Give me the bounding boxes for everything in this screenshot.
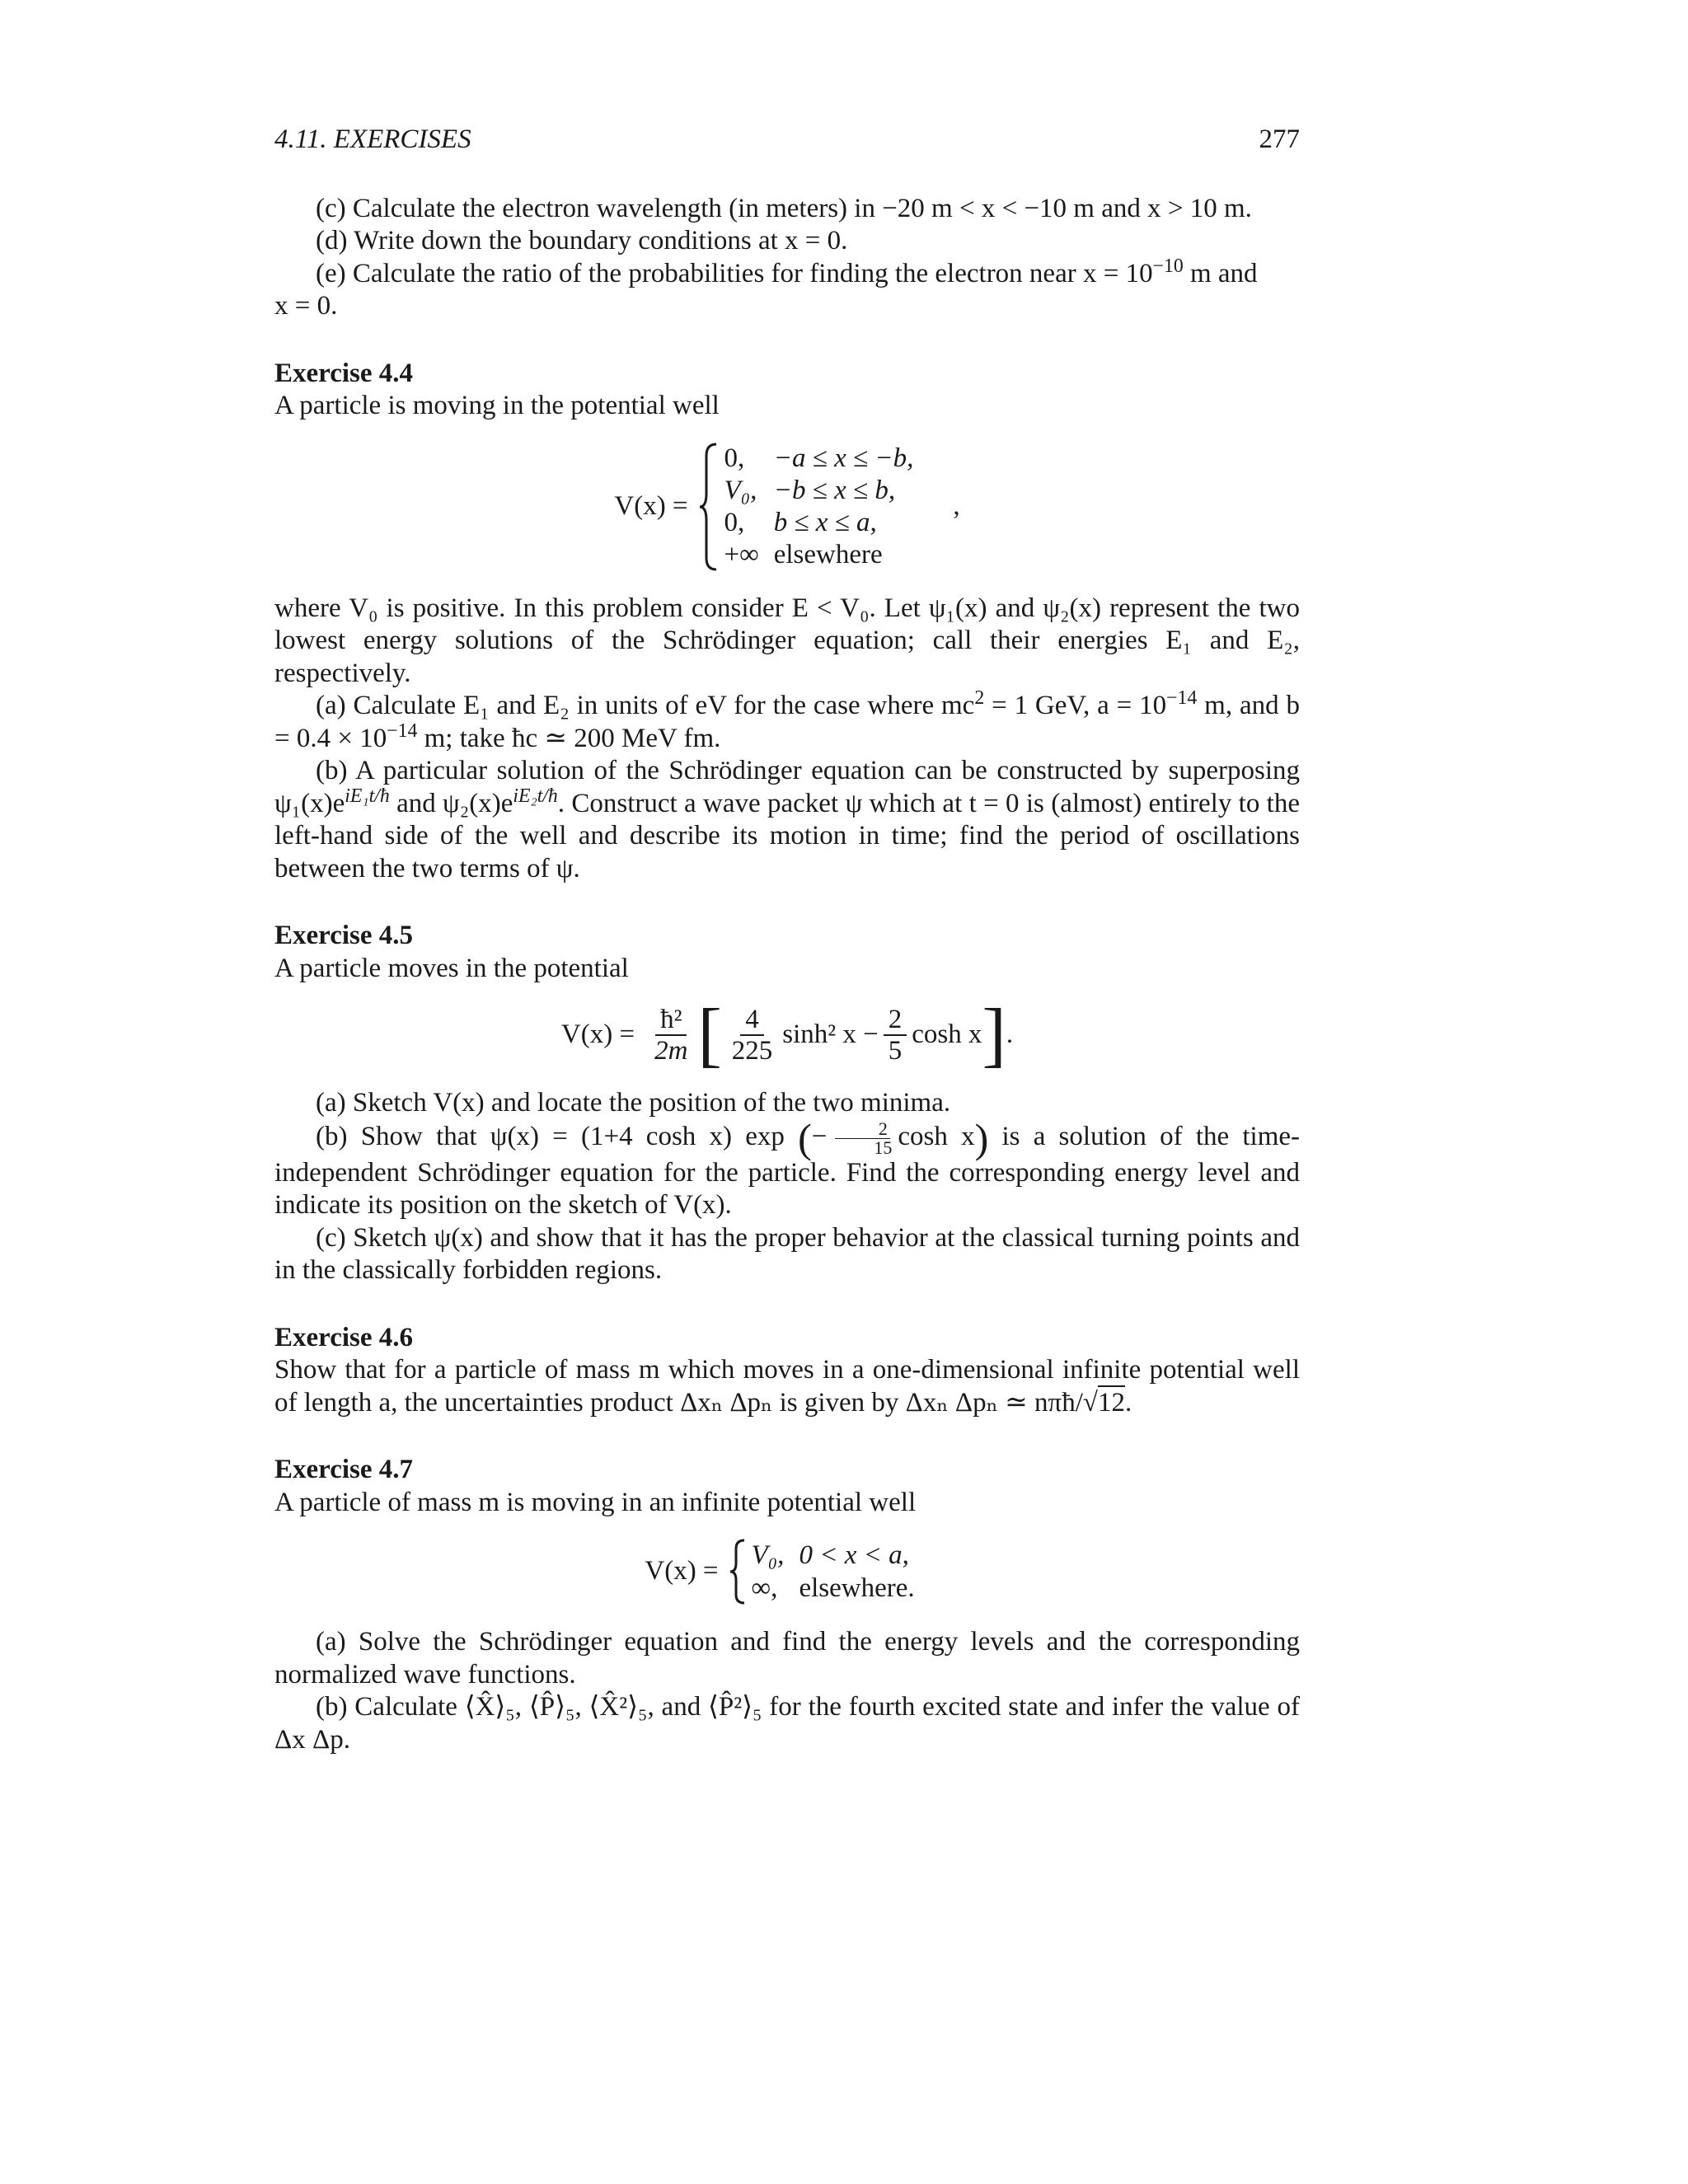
exercise-4-4-part-a: [274, 687, 1300, 755]
left-bracket: [: [697, 995, 722, 1075]
equation-middle-term: sinh² x −: [782, 1019, 879, 1050]
fraction-denominator: 5: [888, 1036, 903, 1066]
fraction-numerator: 2: [835, 1120, 890, 1139]
equation-lhs: V(x) =: [560, 1019, 635, 1050]
part-b-text-2: and ψ₂(x)e: [389, 788, 513, 818]
part-a-sup-1: 2: [974, 687, 985, 709]
exercise-4-6-heading: Exercise 4.6: [274, 1322, 414, 1352]
part-d-text: (d) Write down the boundary conditions at x = 0.: [316, 226, 848, 255]
part-a-text-1: (a) Calculate E₁ and E₂ in units of eV for the case where mc: [316, 691, 975, 720]
part-b-text-1: (b) Show that ψ(x) = (1+4 cosh x) exp: [316, 1121, 785, 1151]
inline-fraction: [830, 1120, 894, 1157]
case-row: [724, 539, 929, 571]
equation-end-term: cosh x: [912, 1019, 982, 1050]
case-value: V₀,: [751, 1540, 785, 1570]
left-brace-icon: [698, 443, 720, 571]
case-condition: b ≤ x ≤ a,: [773, 508, 877, 537]
exercise-4-7-part-a: (a) Solve the Schrödinger equation and find the energy levels and the corresponding normalized wave functions.: [274, 1627, 1300, 1690]
equation-lhs: V(x) =: [645, 1556, 719, 1586]
exercise-4-7-heading: Exercise 4.7: [274, 1455, 414, 1484]
case-value: V₀,: [724, 476, 757, 505]
fraction-denominator: 2m: [654, 1036, 688, 1066]
exercise-4-5-heading: Exercise 4.5: [274, 921, 414, 950]
part-a-sup-2: −14: [1166, 687, 1198, 709]
exercise-4-6-text: [274, 1354, 1300, 1419]
exercise-4-5-intro: A particle moves in the potential: [274, 953, 629, 983]
fraction-denominator: 15: [874, 1137, 893, 1158]
section-title: 4.11. EXERCISES: [274, 124, 471, 154]
cosh-term: cosh x: [898, 1121, 975, 1151]
part-e-line1-end: m and: [1183, 258, 1258, 288]
equation-lhs: V(x) =: [614, 490, 688, 521]
coefficient-fraction-2: [884, 1005, 907, 1066]
exercise-4-7-part-b: (b) Calculate ⟨X̂⟩₅, ⟨P̂⟩₅, ⟨X̂²⟩₅, and ⟨P̂²⟩₅ for the fourth excited state and infer the value of Δx Δp.: [274, 1692, 1300, 1755]
coefficient-fraction-1: [727, 1005, 778, 1066]
part-e-text: [274, 255, 1300, 291]
exercise-4-7-equation: [274, 1539, 1300, 1605]
exercise-4-5-part-a: (a) Sketch V(x) and locate the position of the two minima.: [316, 1088, 951, 1118]
part-b-sup-1: iE₁t/ħ: [345, 785, 390, 807]
exercise-4-4-equation: [274, 443, 1300, 571]
case-value: 0,: [724, 443, 745, 473]
case-condition: −b ≤ x ≤ b,: [773, 476, 896, 505]
exercise-4-5-equation: [274, 995, 1300, 1075]
part-e-line1: (e) Calculate the ratio of the probabilities for finding the electron near x = 10: [316, 258, 1153, 288]
case-condition: elsewhere: [773, 540, 883, 569]
exercise-4-6-text-2: .: [1125, 1387, 1132, 1418]
exercise-4-7-intro: A particle of mass m is moving in an infinite potential well: [274, 1487, 917, 1517]
exercise-4-4-part-b: [274, 755, 1300, 885]
page-content: [274, 124, 1300, 1756]
fraction-denominator: 225: [731, 1036, 773, 1066]
case-condition: 0 < x < a,: [799, 1540, 909, 1570]
part-b-text-1: (b) A particular solution of the Schrödinger equation can be constructed by superposing ψ₁(x)e: [274, 756, 1300, 818]
part-c-text: (c) Calculate the electron wavelength (in meters) in −20 m < x < −10 m and x > 10 m.: [316, 193, 1252, 223]
right-bracket: ]: [982, 995, 1006, 1075]
part-a-sup-3: −14: [387, 719, 418, 742]
part-e-line2: x = 0.: [274, 291, 338, 321]
part-b-text-3: . Construct a wave packet ψ which at t = 0 is (almost) entirely to the left-hand side of the well and describe its motion in time; find the period of oscillations between the two terms of ψ.: [274, 788, 1300, 883]
case-row: [724, 475, 929, 507]
fraction-numerator: 4: [740, 1005, 764, 1036]
prefactor-fraction: [649, 1005, 692, 1066]
part-a-text-3: m, and b = 0.4 × 10: [274, 691, 1300, 753]
case-row: [752, 1572, 930, 1605]
part-a-text-2: = 1 GeV, a = 10: [984, 691, 1167, 720]
exercise-4-4-paragraph: where V₀ is positive. In this problem consider E < V₀. Let ψ₁(x) and ψ₂(x) represent the two lowest energy solutions of the Schrödinger equation; call their energies E₁ and E₂, respectively.: [274, 593, 1300, 688]
equation-trailing-comma: ,: [953, 490, 960, 521]
case-row: [724, 507, 929, 539]
left-paren: (: [798, 1114, 812, 1161]
cases-table: [752, 1539, 930, 1605]
cases-table: [724, 443, 929, 571]
left-brace-icon: [729, 1539, 747, 1605]
case-value: ∞,: [751, 1573, 778, 1603]
exercise-4-6-text-1: Show that for a particle of mass m which moves in a one-dimensional infinite potential well of length a, the uncertainties product Δxₙ Δpₙ is given by Δxₙ Δpₙ ≃ nπħ/√: [274, 1355, 1300, 1418]
running-head: [274, 124, 1300, 157]
exercise-4-5-part-c: (c) Sketch ψ(x) and show that it has the proper behavior at the classical turning points and in the classically forbidden regions.: [274, 1222, 1300, 1285]
part-a-text-4: m; take ħc ≃ 200 MeV fm.: [417, 723, 721, 753]
part-e-exponent: −10: [1152, 255, 1184, 277]
exercise-4-4-intro: A particle is moving in the potential well: [274, 391, 720, 420]
part-b-sup-2: iE₂t/ħ: [513, 785, 558, 807]
case-condition: −a ≤ x ≤ −b,: [773, 443, 914, 473]
fraction-numerator: ħ²: [655, 1005, 687, 1036]
sqrt-argument: 12: [1098, 1385, 1125, 1418]
piecewise-cases: [698, 443, 929, 571]
case-row: [724, 443, 929, 475]
page-number: 277: [1259, 124, 1300, 154]
case-value: 0,: [724, 508, 745, 537]
case-condition: elsewhere.: [799, 1573, 915, 1603]
case-row: [752, 1539, 930, 1572]
case-value: +∞: [724, 540, 759, 569]
equation-trailing-period: .: [1006, 1019, 1014, 1050]
exercise-4-4-heading: Exercise 4.4: [274, 358, 414, 388]
minus-sign: −: [811, 1121, 828, 1151]
piecewise-cases: [729, 1539, 930, 1605]
exercise-4-5-part-b: [274, 1114, 1301, 1222]
fraction-numerator: 2: [884, 1005, 907, 1036]
part-b-text-2: is a solution of the time-independent Schrödinger equation for the particle. Find the corresponding energy level and indicate its position on the sketch of V(x).: [274, 1121, 1301, 1220]
right-paren: ): [974, 1114, 989, 1161]
